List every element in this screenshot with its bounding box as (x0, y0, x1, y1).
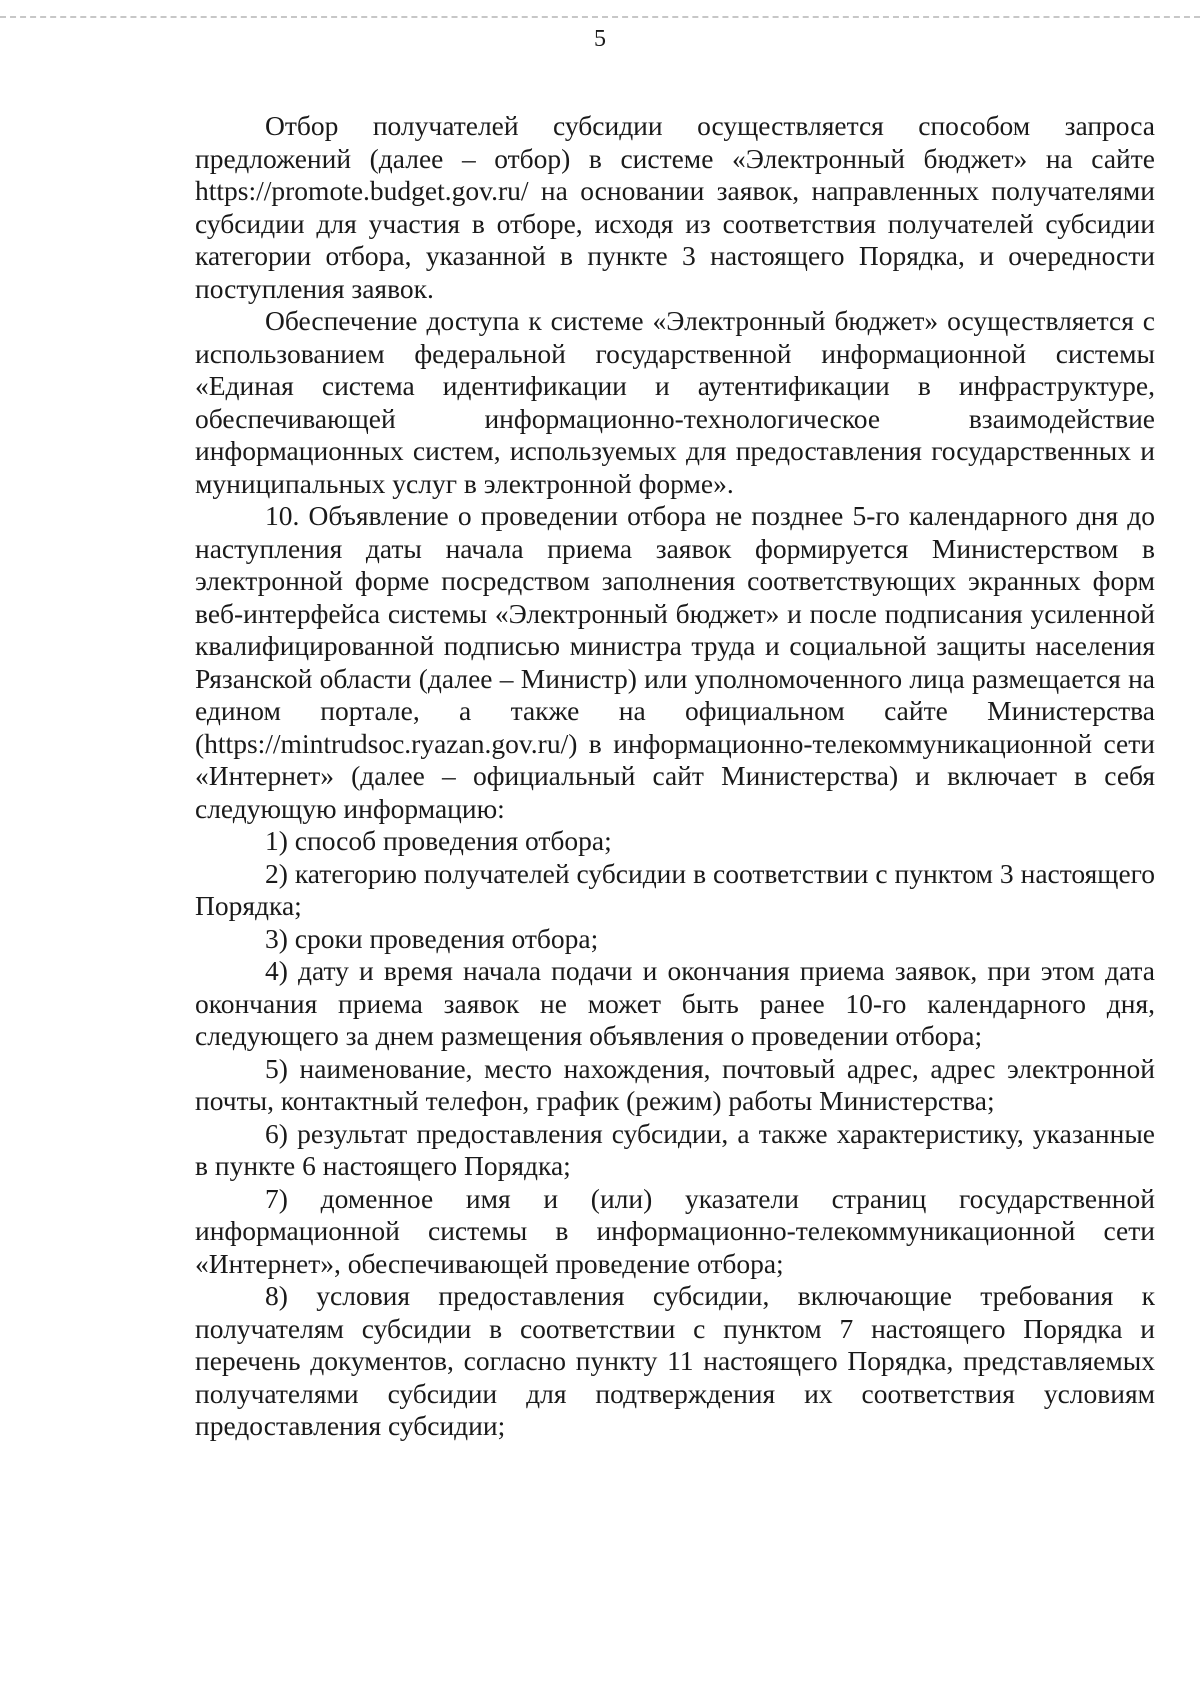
list-item-4: 4) дату и время начала подачи и окончания приема заявок, при этом дата окончания приема заявок не может быть ранее 10-го календарного дня, следующего за днем размещения объявления о проведении отбора; (195, 955, 1155, 1051)
list-item-5: 5) наименование, место нахождения, почтовый адрес, адрес электронной почты, контактный телефон, график (режим) работы Министерства; (195, 1052, 1155, 1116)
scan-edge-line (0, 16, 1200, 18)
paragraph-10-announcement: 10. Объявление о проведении отбора не позднее 5-го календарного дня до наступления даты начала приема заявок формируется Министерством в электронной форме посредством заполнения соответствующих экранных форм веб-интерфейса системы «Электронный бюджет» и после подписания усиленной квалифицированной подписью министра труда и социальной защиты населения Рязанской области (далее – Министр) или уполномоченного лица размещается на едином портале, а также на официальном сайте Министерства (https://mintrudsoc.ryazan.gov.ru/) в информационно-телекоммуникационной сети «Интернет» (далее – официальный сайт Министерства) и включает в себя следующую информацию: (195, 500, 1155, 824)
document-body (195, 110, 1155, 1443)
list-item-6: 6) результат предоставления субсидии, а также характеристику, указанные в пункте 6 настоящего Порядка; (195, 1117, 1155, 1181)
list-item-8: 8) условия предоставления субсидии, включающие требования к получателям субсидии в соответствии с пунктом 7 настоящего Порядка и перечень документов, согласно пункту 11 настоящего Порядка, представляемых получателями субсидии для подтверждения их соответствия условиям предоставления субсидии; (195, 1280, 1155, 1441)
paragraph-access: Обеспечение доступа к системе «Электронный бюджет» осуществляется с использованием федеральной государственной информационной системы «Единая система идентификации и аутентификации в инфраструктуре, обеспечивающей информационно-технологическое взаимодействие информационных систем, используемых для предоставления государственных и муниципальных услуг в электронной форме». (195, 305, 1155, 499)
paragraph-selection-method: Отбор получателей субсидии осуществляется способом запроса предложений (далее – отбор) в системе «Электронный бюджет» на сайте https://promote.budget.gov.ru/ на основании заявок, направленных получателями субсидии для участия в отборе, исходя из соответствия получателей субсидии категории отбора, указанной в пункте 3 настоящего Порядка, и очередности поступления заявок. (195, 110, 1155, 304)
page-number: 5 (594, 26, 606, 52)
list-item-2: 2) категорию получателей субсидии в соответствии с пунктом 3 настоящего Порядка; (195, 857, 1155, 921)
list-item-1: 1) способ проведения отбора; (265, 825, 612, 856)
list-item-3: 3) сроки проведения отбора; (265, 922, 599, 954)
list-item-7: 7) доменное имя и (или) указатели страниц государственной информационной системы в информационно-телекоммуникационной сети «Интернет», обеспечивающей проведение отбора; (195, 1182, 1155, 1279)
